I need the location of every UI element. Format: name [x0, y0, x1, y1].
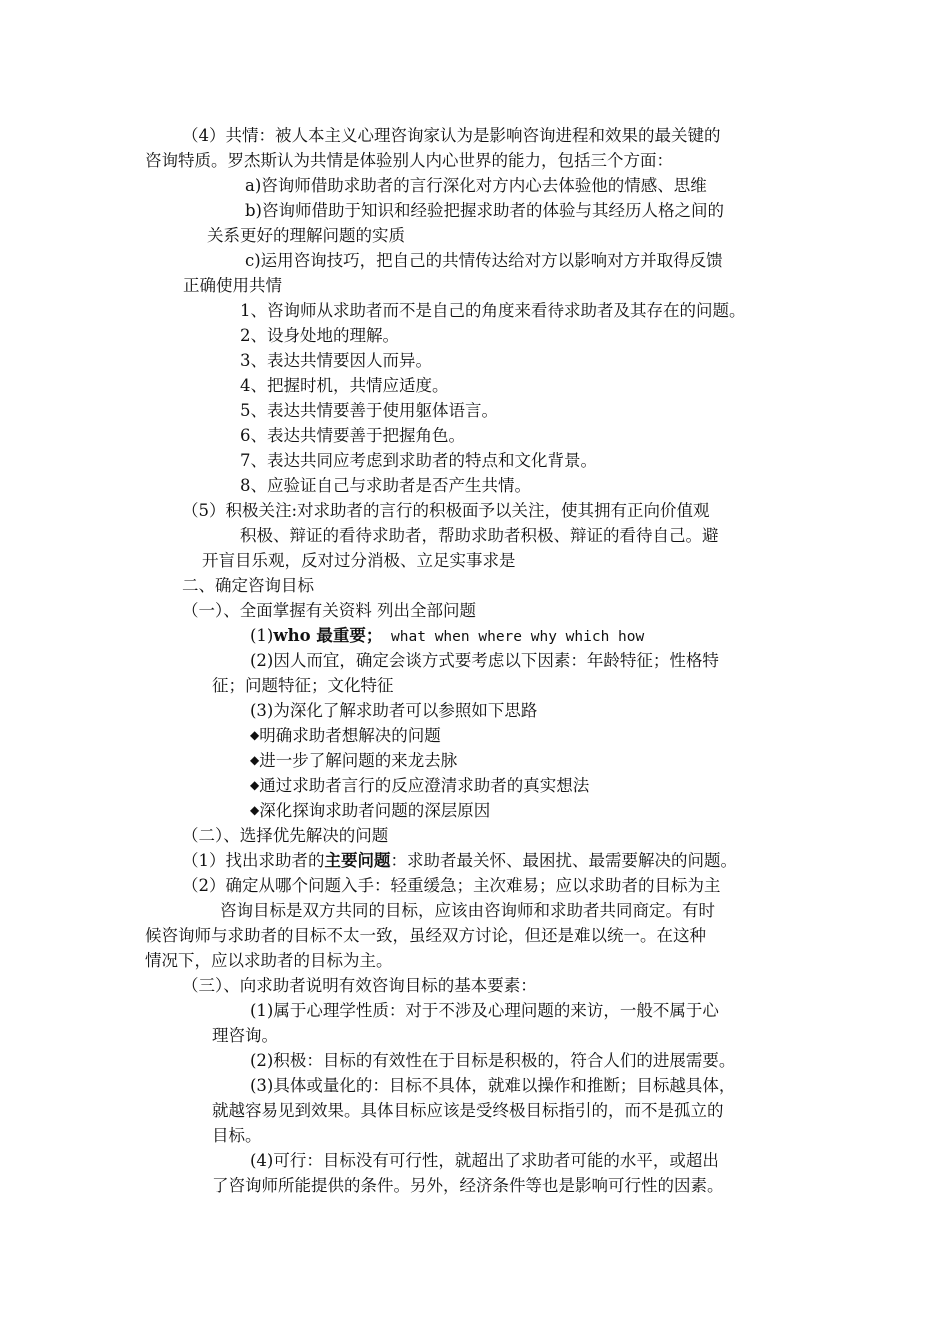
paragraph-line: 开盲目乐观，反对过分消极、立足实事求是 [202, 551, 516, 570]
paragraph-line: (1)属于心理学性质：对于不涉及心理问题的来访，一般不属于心 [250, 1001, 719, 1020]
list-item: 2、设身处地的理解。 [240, 326, 399, 345]
diamond-bullet-icon: ◆ [250, 753, 260, 767]
who-prefix: (1) [250, 626, 274, 645]
list-item: 1、咨询师从求助者而不是自己的角度来看待求助者及其存在的问题。 [240, 301, 746, 320]
subheading: 正确使用共情 [183, 276, 282, 295]
list-item: 7、表达共同应考虑到求助者的特点和文化背景。 [240, 451, 597, 470]
paragraph-line: (2)因人而宜，确定会谈方式要考虑以下因素：年龄特征；性格特 [250, 651, 719, 670]
paragraph-line: 候咨询师与求助者的目标不太一致，虽经双方讨论，但还是难以统一。在这种 [145, 926, 706, 945]
paragraph-line: （2）确定从哪个问题入手：轻重缓急；主次难易；应以求助者的目标为主 [182, 876, 721, 895]
paragraph-line: 理咨询。 [212, 1026, 278, 1045]
list-item [250, 749, 457, 774]
bullet-text: 通过求助者言行的反应澄清求助者的真实想法 [259, 776, 590, 795]
who-line [250, 624, 644, 649]
bullet-text: 明确求助者想解决的问题 [259, 726, 441, 745]
bullet-text: 深化探询求助者问题的深层原因 [259, 801, 491, 820]
paragraph-line: c)运用咨询技巧，把自己的共情传达给对方以影响对方并取得反馈 [245, 251, 723, 270]
list-item: 4、把握时机，共情应适度。 [240, 376, 449, 395]
list-item: 8、应验证自己与求助者是否产生共情。 [240, 476, 531, 495]
paragraph-line: 目标。 [212, 1126, 262, 1145]
key-issue-line [182, 849, 737, 873]
subsection-heading: （一）、全面掌握有关资料 列出全部问题 [182, 601, 476, 620]
paragraph-line: 咨询目标是双方共同的目标，应该由咨询师和求助者共同商定。有时 [220, 901, 715, 920]
paragraph-line: a)咨询师借助求助者的言行深化对方内心去体验他的情感、思维 [245, 176, 707, 195]
paragraph-line: （4）共情：被人本主义心理咨询家认为是影响咨询进程和效果的最关键的 [182, 126, 721, 145]
subsection-heading: （三）、向求助者说明有效咨询目标的基本要素： [182, 976, 537, 995]
paragraph-line: 就越容易见到效果。具体目标应该是受终极目标指引的，而不是孤立的 [212, 1101, 724, 1120]
key-issue-rest: ：求助者最关怀、最困扰、最需要解决的问题。 [390, 851, 737, 870]
list-item [250, 774, 589, 799]
bullet-text: 进一步了解问题的来龙去脉 [259, 751, 458, 770]
paragraph-line: (3)具体或量化的：目标不具体，就难以操作和推断；目标越具体， [250, 1076, 736, 1095]
paragraph-line: 咨询特质。罗杰斯认为共情是体验别人内心世界的能力，包括三个方面： [145, 151, 673, 170]
paragraph-line: (2)积极：目标的有效性在于目标是积极的，符合人们的进展需要。 [250, 1051, 736, 1070]
paragraph-line: （5）积极关注:对求助者的言行的积极面予以关注，使其拥有正向价值观 [182, 501, 710, 520]
section-heading: 二、确定咨询目标 [182, 576, 314, 595]
paragraph-line: 情况下，应以求助者的目标为主。 [145, 951, 393, 970]
paragraph-line: (3)为深化了解求助者可以参照如下思路 [250, 701, 538, 720]
paragraph-line: 了咨询师所能提供的条件。另外，经济条件等也是影响可行性的因素。 [212, 1176, 724, 1195]
paragraph-line: 关系更好的理解问题的实质 [207, 226, 405, 245]
who-rest: what when where why which how [382, 629, 645, 645]
paragraph-line: 征；问题特征；文化特征 [212, 676, 394, 695]
paragraph-line: 积极、辩证的看待求助者，帮助求助者积极、辩证的看待自己。避 [240, 526, 719, 545]
diamond-bullet-icon: ◆ [250, 778, 260, 792]
paragraph-line: (4)可行：目标没有可行性，就超出了求助者可能的水平，或超出 [250, 1151, 719, 1170]
key-issue-bold: 主要问题 [324, 851, 391, 870]
who-bold: who 最重要； [273, 626, 383, 645]
list-item: 3、表达共情要因人而异。 [240, 351, 432, 370]
list-item [250, 799, 490, 824]
diamond-bullet-icon: ◆ [250, 728, 260, 742]
paragraph-line: b)咨询师借助于知识和经验把握求助者的体验与其经历人格之间的 [245, 201, 724, 220]
key-issue-prefix: （1）找出求助者的 [182, 851, 325, 870]
diamond-bullet-icon: ◆ [250, 803, 260, 817]
list-item: 6、表达共情要善于把握角色。 [240, 426, 465, 445]
list-item [250, 724, 441, 749]
subsection-heading: （二）、选择优先解决的问题 [182, 826, 389, 845]
list-item: 5、表达共情要善于使用躯体语言。 [240, 401, 498, 420]
